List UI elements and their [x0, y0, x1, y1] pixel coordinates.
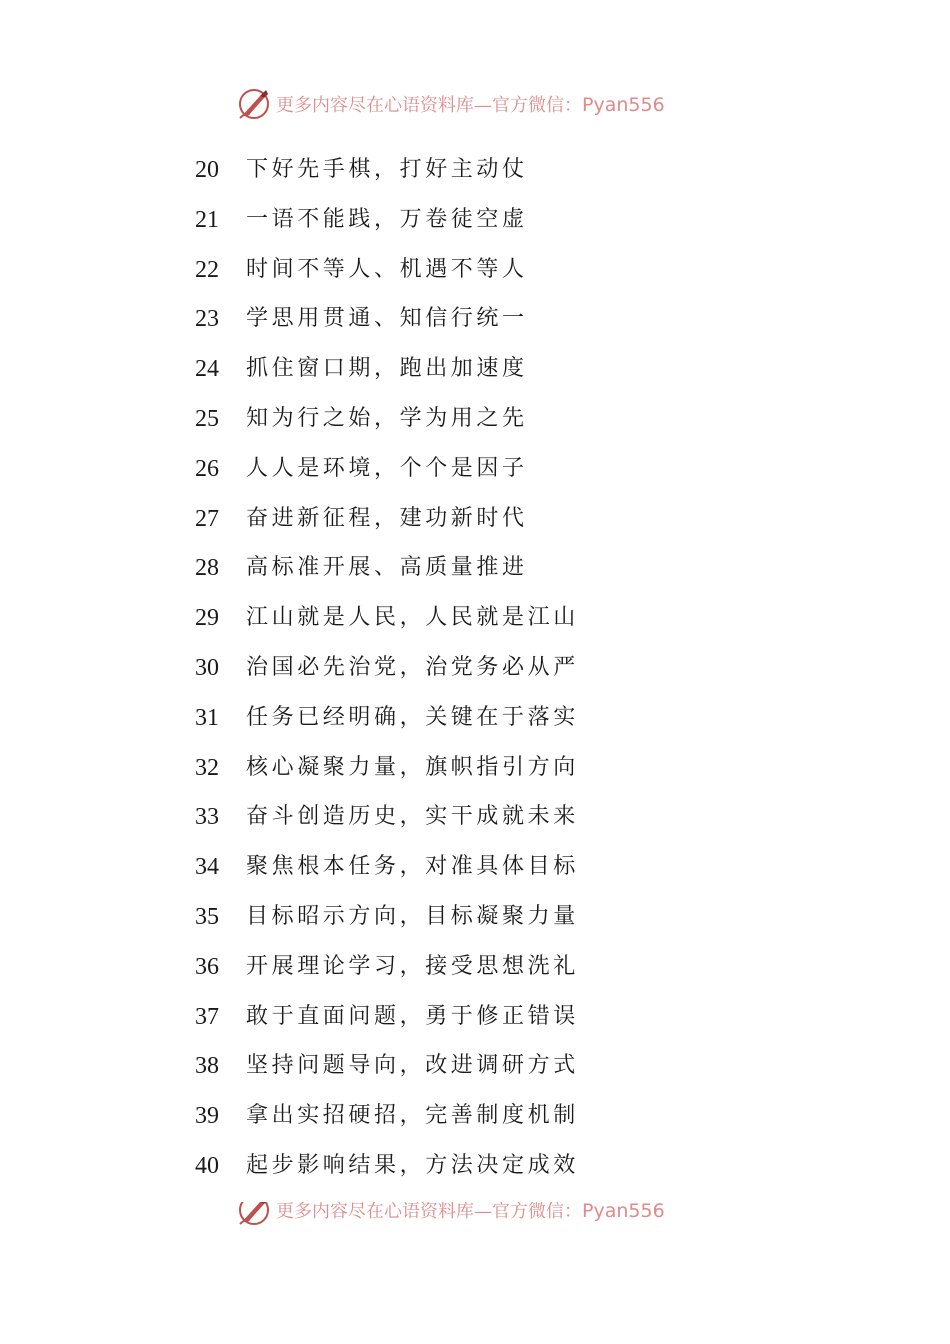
item-text: 任务已经明确，关键在于落实 — [246, 704, 579, 730]
watermark-text — [276, 1202, 665, 1223]
watermark-text-cn: 更多内容尽在心语资料库—官方微信： — [276, 1202, 582, 1222]
item-text: 学思用贯通、知信行统一 — [246, 306, 528, 332]
item-number: 20 — [195, 157, 219, 183]
item-text: 聚焦根本任务，对准具体目标 — [246, 854, 579, 880]
item-number: 34 — [195, 854, 219, 881]
item-text: 起步影响结果，方法决定成效 — [246, 1152, 579, 1178]
watermark-wechat-id: Pyan556 — [582, 1202, 665, 1222]
item-number: 40 — [195, 1152, 219, 1179]
list-item — [0, 394, 950, 444]
list-item — [0, 444, 950, 494]
item-number: 24 — [195, 356, 219, 383]
pen-logo-icon — [236, 86, 272, 122]
item-number: 30 — [195, 654, 219, 681]
item-number: 32 — [195, 754, 219, 781]
item-text: 核心凝聚力量，旗帜指引方向 — [246, 754, 579, 780]
item-number: 25 — [195, 405, 219, 432]
list-item — [0, 245, 950, 295]
list-item — [0, 942, 950, 992]
list-item — [0, 892, 950, 942]
footer-watermark — [236, 1202, 665, 1226]
list-item — [0, 743, 950, 793]
list-item — [0, 294, 950, 344]
item-number: 23 — [195, 306, 219, 333]
item-number: 35 — [195, 903, 219, 930]
list-item — [0, 543, 950, 593]
item-text: 奋斗创造历史，实干成就未来 — [246, 804, 579, 830]
list-item — [0, 643, 950, 693]
watermark-wechat-id: Pyan556 — [582, 94, 665, 116]
item-text: 坚持问题导向，改进调研方式 — [246, 1053, 579, 1079]
list-item — [0, 593, 950, 643]
item-number: 31 — [195, 704, 219, 731]
list-item — [0, 1041, 950, 1091]
item-number: 38 — [195, 1053, 219, 1080]
item-text: 拿出实招硬招，完善制度机制 — [246, 1103, 579, 1129]
list-item — [0, 494, 950, 544]
item-text: 高标准开展、高质量推进 — [246, 555, 528, 581]
list-item — [0, 1141, 950, 1191]
item-text: 目标昭示方向，目标凝聚力量 — [246, 903, 579, 929]
header-watermark — [236, 84, 665, 124]
pen-logo-icon — [236, 1202, 272, 1226]
item-number: 37 — [195, 1003, 219, 1030]
item-number: 22 — [195, 256, 219, 283]
list-item — [0, 195, 950, 245]
item-text: 抓住窗口期，跑出加速度 — [246, 356, 528, 382]
list-item — [0, 842, 950, 892]
watermark-text-cn: 更多内容尽在心语资料库—官方微信： — [276, 95, 582, 116]
item-text: 人人是环境，个个是因子 — [246, 455, 528, 481]
item-text: 江山就是人民，人民就是江山 — [246, 605, 579, 631]
item-text: 一语不能践，万卷徒空虚 — [246, 206, 528, 232]
item-text: 治国必先治党，治党务必从严 — [246, 654, 579, 680]
item-number: 36 — [195, 953, 219, 980]
item-number: 39 — [195, 1103, 219, 1130]
item-number: 27 — [195, 505, 219, 532]
item-text: 下好先手棋，打好主动仗 — [246, 157, 528, 182]
item-text: 开展理论学习，接受思想洗礼 — [246, 953, 579, 979]
item-text: 奋进新征程，建功新时代 — [246, 505, 528, 531]
item-text: 知为行之始，学为用之先 — [246, 405, 528, 431]
phrase-list — [0, 145, 950, 1191]
item-number: 28 — [195, 555, 219, 582]
list-item — [0, 344, 950, 394]
list-item — [0, 1091, 950, 1141]
item-number: 21 — [195, 206, 219, 233]
list-item — [0, 792, 950, 842]
item-number: 33 — [195, 804, 219, 831]
item-text: 敢于直面问题，勇于修正错误 — [246, 1003, 579, 1029]
item-number: 29 — [195, 605, 219, 632]
list-item — [0, 992, 950, 1042]
list-item — [0, 693, 950, 743]
watermark-text — [276, 91, 665, 117]
item-number: 26 — [195, 455, 219, 482]
item-text: 时间不等人、机遇不等人 — [246, 256, 528, 282]
list-item — [0, 145, 950, 195]
